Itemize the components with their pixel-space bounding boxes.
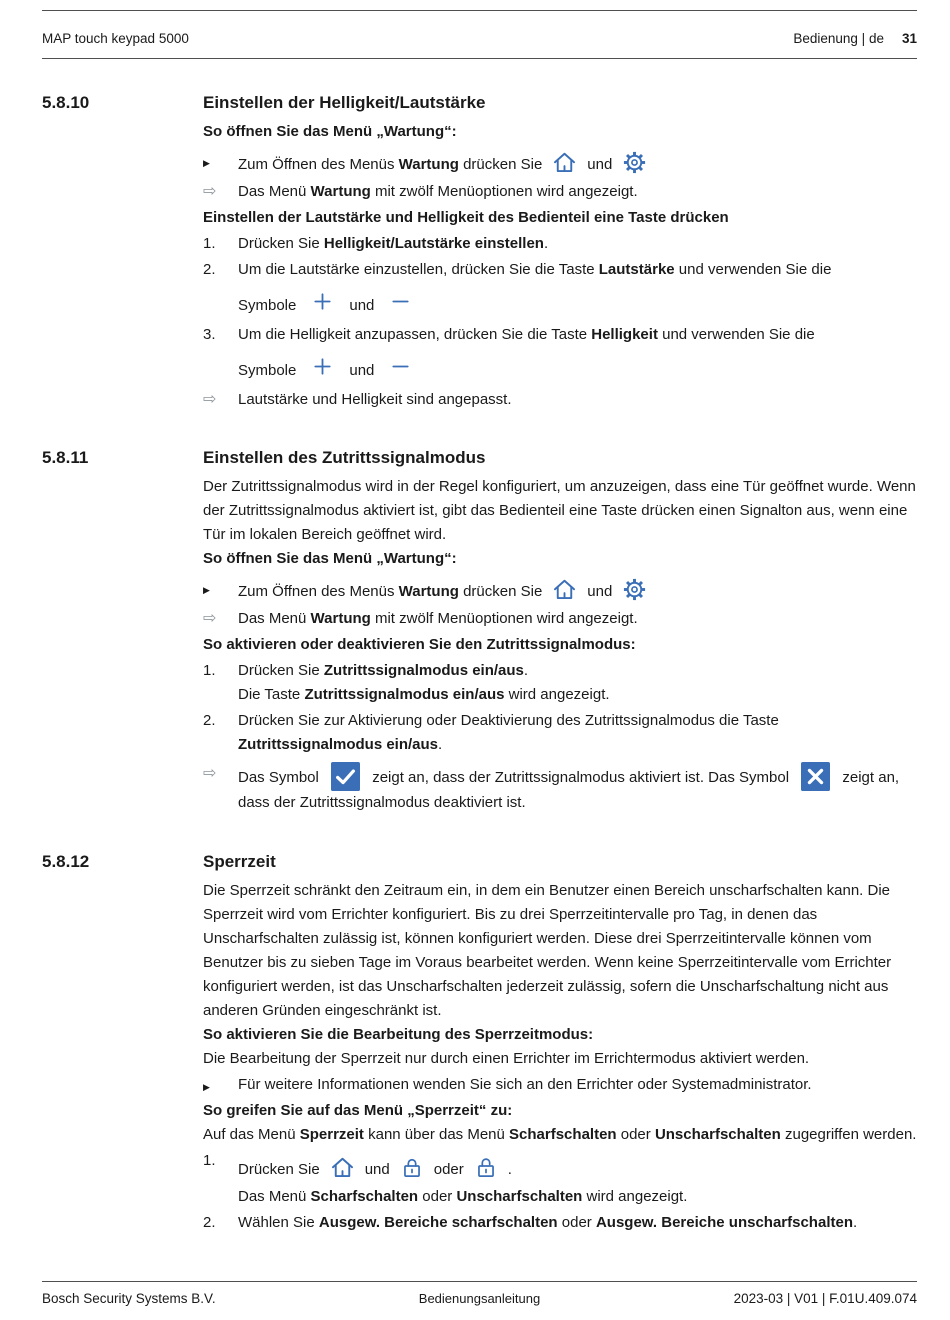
text-fragment: und xyxy=(349,297,375,315)
text-fragment: Für weitere Informationen wenden Sie sich an den Errichter oder Systemadministrator. xyxy=(238,1076,812,1094)
text-fragment: Um die Helligkeit anzupassen, drücken Sie die Taste xyxy=(238,326,592,344)
home-icon xyxy=(551,576,578,603)
result-text xyxy=(238,180,917,204)
instruction-result xyxy=(203,388,917,412)
text-fragment: Um die Lautstärke einzustellen, drücken Sie die Taste xyxy=(238,261,599,279)
text-fragment: Zum Öffnen des Menüs xyxy=(238,156,399,174)
text-fragment: . xyxy=(543,235,549,253)
text-fragment: zeigt an, dass der Zutrittssignalmodus aktiviert ist. Das Symbol xyxy=(368,769,794,787)
result-text xyxy=(238,607,917,631)
header-page-number: 31 xyxy=(901,31,917,46)
step-text xyxy=(238,1211,917,1235)
bold-term: Helligkeit xyxy=(591,326,658,344)
text-fragment: Die Taste xyxy=(238,686,305,704)
gear-icon xyxy=(621,576,648,603)
step-text xyxy=(238,659,917,707)
home-icon xyxy=(329,1154,356,1181)
cross-icon xyxy=(801,762,830,791)
step-line xyxy=(238,659,917,683)
step-line xyxy=(238,1154,917,1182)
bullet-icon: ▶ xyxy=(203,585,210,596)
lock-open-icon xyxy=(473,1155,499,1181)
bullet-icon: ▶ xyxy=(203,158,210,169)
header-product-name: MAP touch keypad 5000 xyxy=(42,31,189,46)
bold-term: Lautstärke xyxy=(598,261,675,279)
home-icon xyxy=(551,149,578,176)
section-intro: Die Sperrzeit schränkt den Zeitraum ein, in dem ein Benutzer einen Bereich unscharfschalten kann. Die Sperrzeit wird vom Errichter konfiguriert. Bis zu drei Sperrzeitintervalle pro Tag, in denen das Unscharfschalten zulässig ist, können konfiguriert werden. Diese drei Sperrzeitintervalle können vom Benutzer bis zu sieben Tage im Voraus bearbeitet werden. Wenn keine Sperrzeitintervalle vom Errichter konfiguriert werden, ist das Unscharfschalten jederzeit zulässig, sofern die Unscharfschaltung nicht aus anderen Gründen eingeschränkt ist. xyxy=(203,882,892,1020)
check-icon xyxy=(331,762,360,791)
instruction-result xyxy=(203,607,917,631)
text-fragment: kann über das Menü xyxy=(363,1126,510,1144)
procedure-heading: So greifen Sie auf das Menü „Sperrzeit“ zu: xyxy=(203,1102,513,1120)
text-fragment: drücken Sie xyxy=(458,156,543,174)
section-intro: Der Zutrittssignalmodus wird in der Regel konfiguriert, um anzuzeigen, dass eine Tür geöffnet wurde. Wenn der Zutrittssignalmodus aktiviert ist, gibt das Bedienteil eine Taste drücken einen Signalton aus, wenn eine Tür im lokalen Bereich geöffnet wird. xyxy=(203,478,916,544)
bold-term: Zutrittssignalmodus ein/aus xyxy=(238,736,439,754)
section-title: Einstellen des Zutrittssignalmodus xyxy=(203,448,486,468)
section-number: 5.8.12 xyxy=(42,852,90,872)
result-arrow-icon: ⇨ xyxy=(203,610,217,628)
text-fragment: Wählen Sie xyxy=(238,1214,319,1232)
plus-icon xyxy=(311,290,334,313)
section-content xyxy=(203,851,917,1237)
text-fragment: Zum Öffnen des Menüs xyxy=(238,583,399,601)
text-fragment: . xyxy=(523,662,529,680)
text-fragment: Das Menü xyxy=(238,183,311,201)
result-arrow-icon: ⇨ xyxy=(203,391,217,409)
bold-term: Sperrzeit xyxy=(299,1126,364,1144)
bullet-icon: ▶ xyxy=(203,1082,210,1093)
numbered-step xyxy=(203,1211,917,1235)
procedure-heading: So aktivieren oder deaktivieren Sie den Zutrittssignalmodus: xyxy=(203,636,636,654)
section-title: Sperrzeit xyxy=(203,852,276,872)
step-text xyxy=(238,323,917,386)
text-fragment: Symbole xyxy=(238,297,297,315)
text-fragment: oder xyxy=(616,1126,655,1144)
footer-doc-type: Bedienungsanleitung xyxy=(418,1291,541,1306)
step-number: 1. xyxy=(203,662,216,680)
step-line xyxy=(238,258,917,282)
text-fragment: zeigt an, dass der Zutrittssignalmodus deaktiviert ist. xyxy=(238,769,900,812)
numbered-step xyxy=(203,1149,917,1209)
numbered-step xyxy=(203,709,917,757)
step-line xyxy=(238,323,917,347)
bold-term: Ausgew. Bereiche unscharfschalten xyxy=(595,1214,853,1232)
text-fragment: Drücken Sie xyxy=(238,662,324,680)
section-5-8-11 xyxy=(42,447,917,818)
section-content xyxy=(203,92,917,414)
text-fragment: zugegriffen werden. xyxy=(780,1126,917,1144)
step-text xyxy=(238,149,917,177)
text-fragment: und verwenden Sie die xyxy=(657,326,815,344)
bold-term: Scharfschalten xyxy=(310,1188,419,1206)
numbered-step xyxy=(203,232,917,256)
header-section-label: Bedienung | de xyxy=(793,31,884,46)
text-fragment: mit zwölf Menüoptionen wird angezeigt. xyxy=(370,610,638,628)
footer-version: 2023-03 | V01 | F.01U.409.074 xyxy=(733,1291,917,1306)
bold-term: Wartung xyxy=(310,183,371,201)
result-text xyxy=(238,388,917,412)
text-fragment: Das Menü xyxy=(238,1188,311,1206)
minus-icon xyxy=(389,290,412,313)
text-fragment: Das Symbol xyxy=(238,769,324,787)
bold-term: Scharfschalten xyxy=(509,1126,617,1144)
text-fragment: Symbole xyxy=(238,362,297,380)
instruction-result xyxy=(203,180,917,204)
section-number: 5.8.10 xyxy=(42,93,90,112)
footer-company: Bosch Security Systems B.V. xyxy=(42,1291,216,1306)
step-line xyxy=(238,683,917,707)
text-fragment: Lautstärke und Helligkeit sind angepasst. xyxy=(238,391,512,409)
step-line xyxy=(238,290,917,318)
instruction-step xyxy=(203,1073,917,1097)
section-content xyxy=(203,447,917,818)
paragraph xyxy=(203,1123,917,1147)
step-line xyxy=(238,355,917,383)
text-fragment: oder xyxy=(418,1188,457,1206)
numbered-step xyxy=(203,323,917,386)
step-number: 2. xyxy=(203,1214,216,1232)
numbered-step xyxy=(203,258,917,321)
numbered-step xyxy=(203,659,917,707)
text-fragment: . xyxy=(852,1214,858,1232)
step-text xyxy=(238,1149,917,1209)
procedure-heading: Einstellen der Lautstärke und Helligkeit des Bedienteil eine Taste drücken xyxy=(203,209,729,227)
step-text xyxy=(238,258,917,321)
bold-term: Unscharfschalten xyxy=(456,1188,583,1206)
text-fragment: Drücken Sie xyxy=(238,1161,320,1179)
text-fragment: drücken Sie xyxy=(458,583,543,601)
section-number: 5.8.11 xyxy=(42,448,89,468)
text-fragment: mit zwölf Menüoptionen wird angezeigt. xyxy=(370,183,638,201)
bold-term: Wartung xyxy=(398,156,459,174)
step-number: 2. xyxy=(203,712,216,730)
bold-term: Zutrittssignalmodus ein/aus xyxy=(304,686,505,704)
instruction-step xyxy=(203,576,917,604)
bold-term: Unscharfschalten xyxy=(654,1126,781,1144)
text-fragment: . xyxy=(507,1161,512,1179)
step-number: 1. xyxy=(203,235,216,253)
text-fragment: Auf das Menü xyxy=(203,1126,300,1144)
bold-term: Wartung xyxy=(310,610,371,628)
text-fragment: wird angezeigt. xyxy=(582,1188,688,1206)
result-text xyxy=(238,762,917,815)
bold-term: Helligkeit/Lautstärke einstellen xyxy=(323,235,544,253)
step-text xyxy=(238,232,917,256)
text-fragment: und xyxy=(349,362,375,380)
section-5-8-12 xyxy=(42,851,917,1237)
paragraph: Die Bearbeitung der Sperrzeit nur durch einen Errichter im Errichtermodus aktiviert werden. xyxy=(203,1050,810,1068)
text-fragment: Drücken Sie xyxy=(238,235,324,253)
text-fragment: oder xyxy=(433,1161,464,1179)
procedure-heading: So öffnen Sie das Menü „Wartung“: xyxy=(203,550,457,568)
step-line xyxy=(238,1185,917,1209)
text-fragment: Das Menü xyxy=(238,610,311,628)
procedure-heading: So öffnen Sie das Menü „Wartung“: xyxy=(203,123,457,141)
instruction-result xyxy=(203,762,917,815)
text-fragment: wird angezeigt. xyxy=(504,686,610,704)
result-arrow-icon: ⇨ xyxy=(203,183,217,201)
result-arrow-icon: ⇨ xyxy=(203,765,217,783)
page-body xyxy=(42,92,917,1237)
bold-term: Ausgew. Bereiche scharfschalten xyxy=(318,1214,558,1232)
text-fragment: und verwenden Sie die xyxy=(674,261,832,279)
step-text xyxy=(238,576,917,604)
step-number: 1. xyxy=(203,1152,216,1170)
gear-icon xyxy=(621,149,648,176)
step-text xyxy=(238,1073,917,1097)
bold-term: Wartung xyxy=(398,583,459,601)
procedure-heading: So aktivieren Sie die Bearbeitung des Sperrzeitmodus: xyxy=(203,1026,594,1044)
step-number: 2. xyxy=(203,261,216,279)
step-number: 3. xyxy=(203,326,216,344)
section-title: Einstellen der Helligkeit/Lautstärke xyxy=(203,93,486,112)
lock-closed-icon xyxy=(399,1155,425,1181)
step-text xyxy=(238,709,917,757)
text-fragment: und xyxy=(364,1161,390,1179)
minus-icon xyxy=(389,355,412,378)
text-fragment: oder xyxy=(557,1214,596,1232)
bold-term: Zutrittssignalmodus ein/aus xyxy=(323,662,524,680)
text-fragment: . xyxy=(438,736,443,754)
header-right xyxy=(793,31,917,46)
plus-icon xyxy=(311,355,334,378)
instruction-step xyxy=(203,149,917,177)
text-fragment: und xyxy=(587,583,613,601)
section-5-8-10 xyxy=(42,92,917,414)
text-fragment: und xyxy=(587,156,613,174)
text-fragment: Drücken Sie zur Aktivierung oder Deaktivierung des Zutrittssignalmodus die Taste xyxy=(238,712,779,730)
page-header xyxy=(42,10,917,59)
page-footer xyxy=(42,1281,917,1306)
